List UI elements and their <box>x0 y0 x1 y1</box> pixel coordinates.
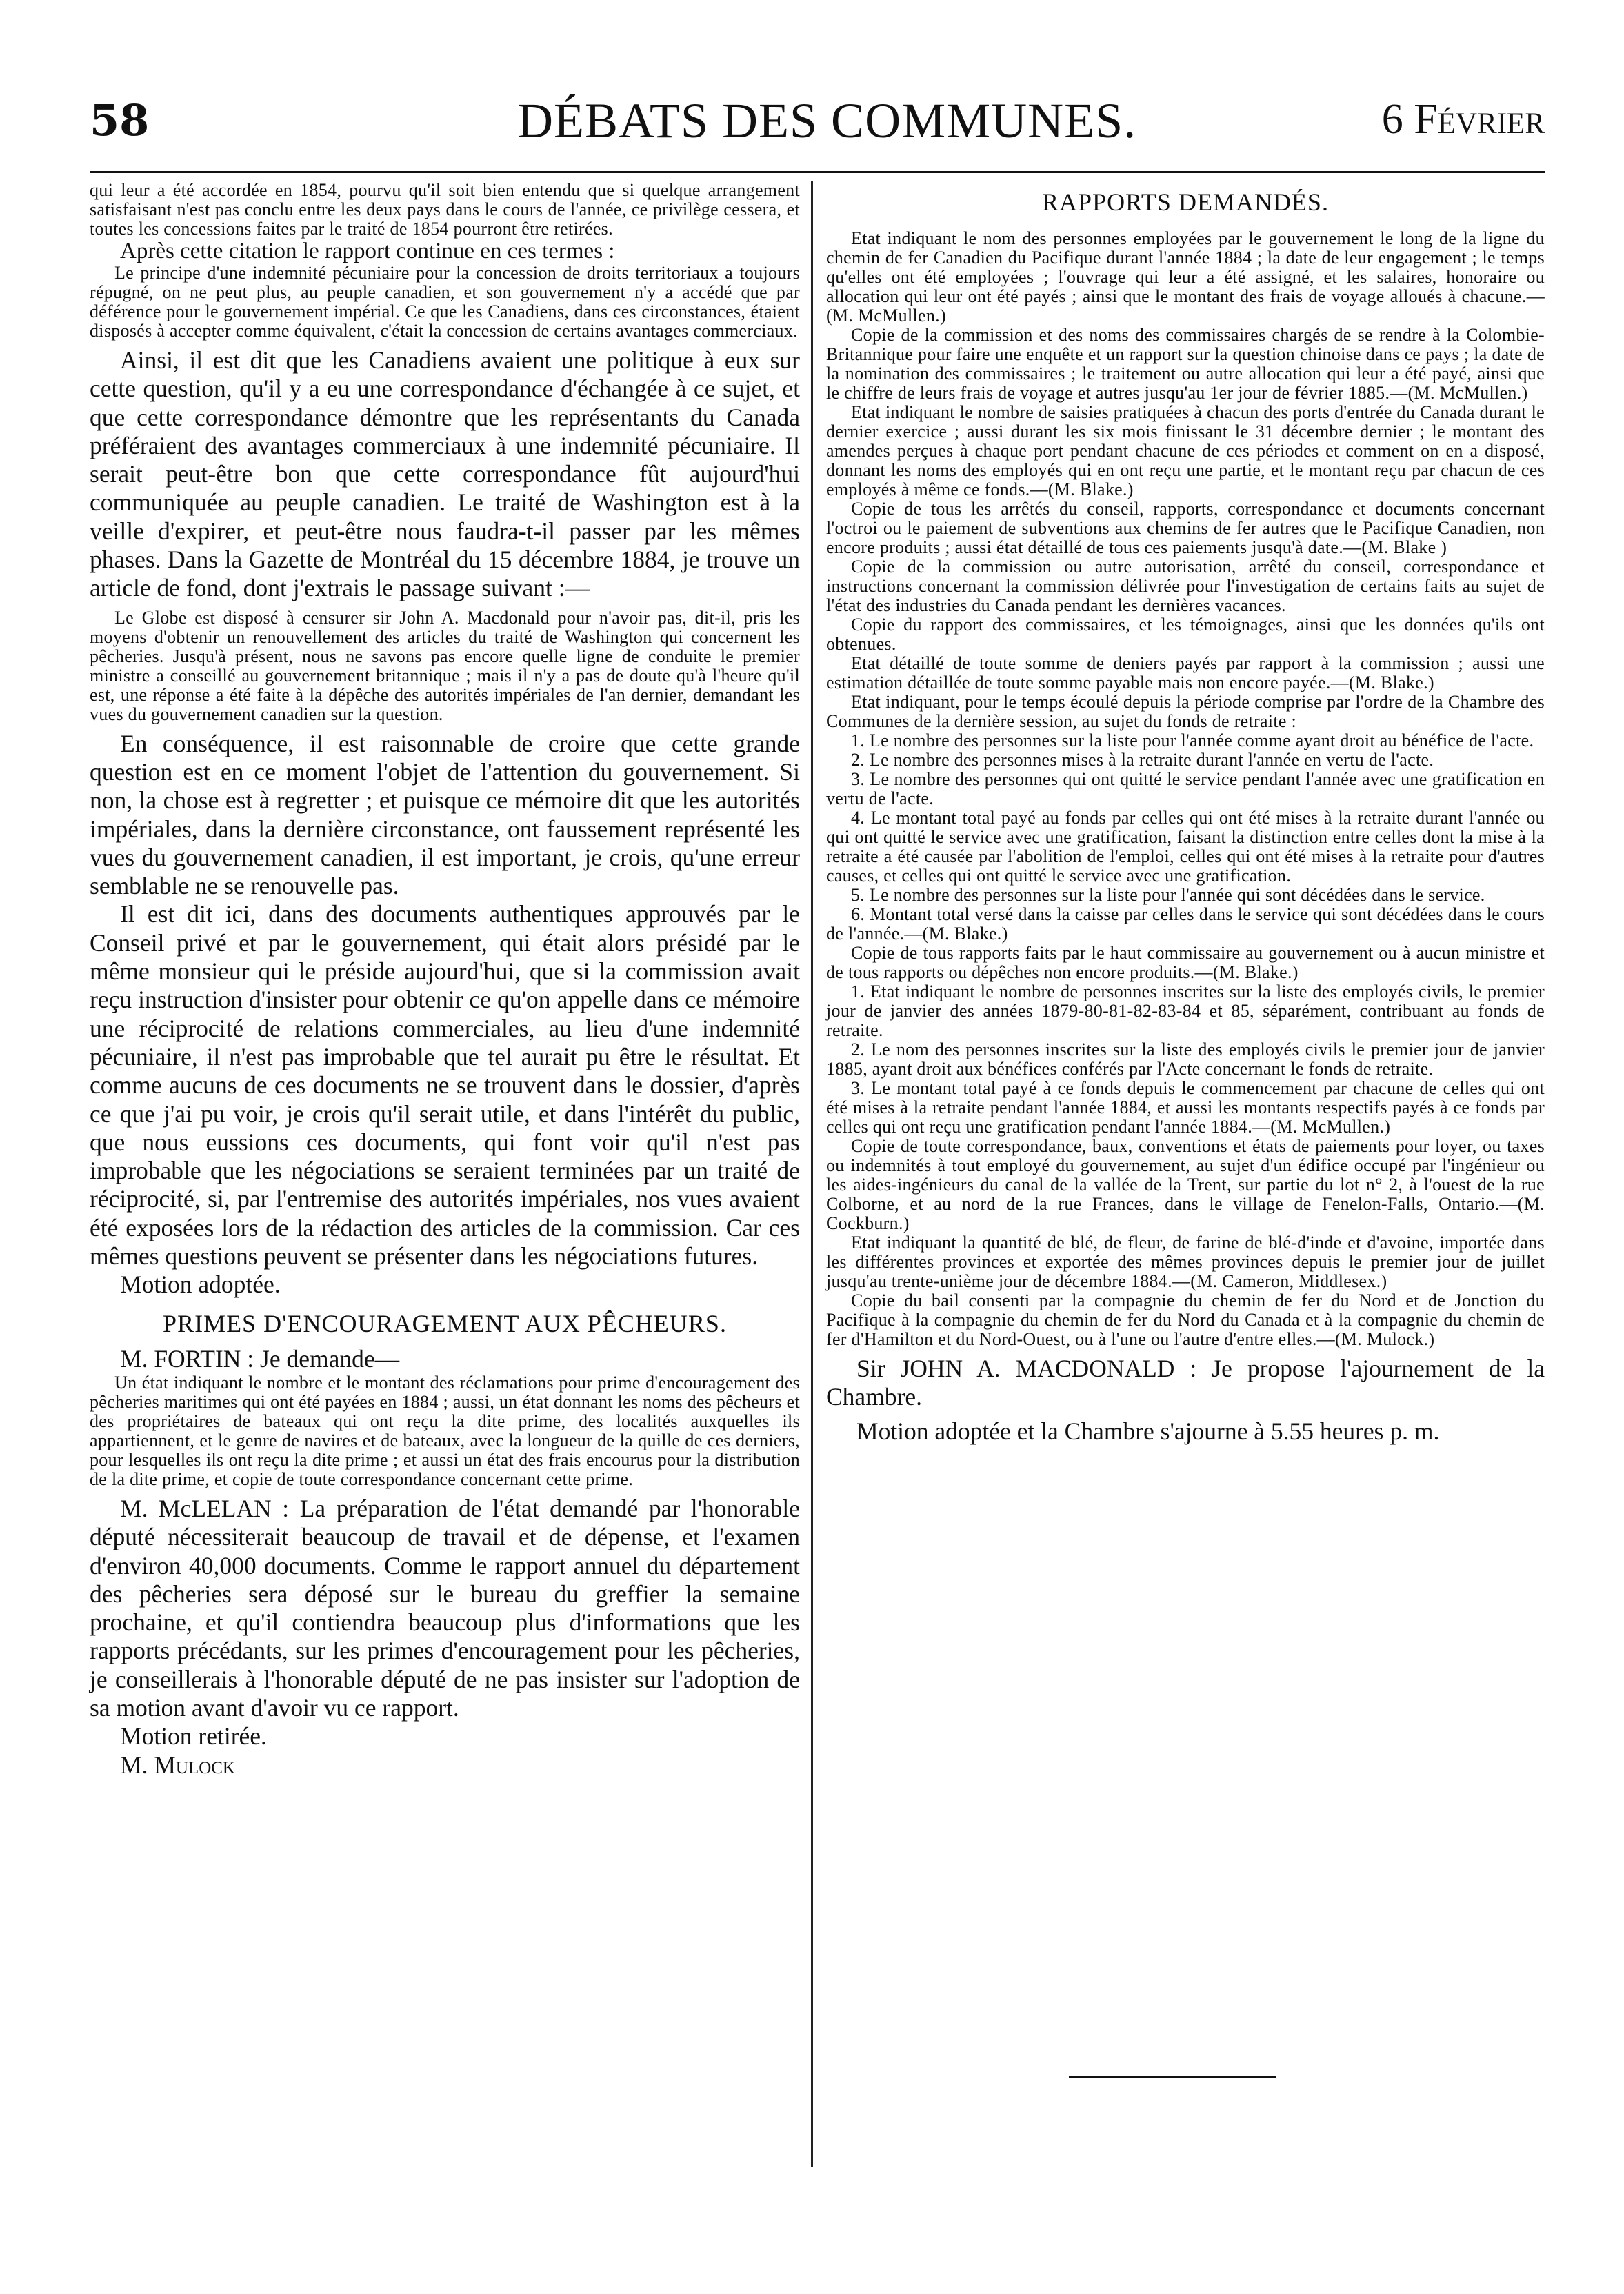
list-item: 1. Etat indiquant le nombre de personnes inscrites sur la liste des employés civils, le premier jour de janvier des années 1879-80-81-82-83-84 et 85, séparément, contribuant au fonds de retraite. <box>826 981 1545 1040</box>
list-item: 4. Le montant total payé au fonds par celles qui ont été mises à la retraite durant l'année ou qui ont quitté le service avec une gratification, faisant la distinction entre celles dont la mise à la retraite a été causée par l'abolition de l'emploi, celles qui ont été mises à la retraite pour d'autres causes, et celles qui ont quitté le service avec une gratification. <box>826 808 1545 886</box>
left-column <box>90 181 800 1779</box>
list-item: Etat indiquant le nombre de saisies pratiquées à chacun des ports d'entrée du Canada durant le dernier exercice ; aussi durant les six mois finissant le 31 décembre dernier ; le montant des amendes perçues à chaque port pendant chacune de ces périodes et comment on en a disposé, donnant les noms des employés qui en ont reçu une partie, et le montant reçu par chacun de ces employés à même ce fonds.—(M. Blake.) <box>826 402 1545 499</box>
paragraph: qui leur a été accordée en 1854, pourvu qu'il soit bien entendu que si quelque arrangement satisfaisant n'est pas conclu entre les deux pays dans le cours de l'année, ce privilège cessera, et toutes les concessions faites par le traité de 1854 pourront être retirées. <box>90 180 800 239</box>
list-item: 2. Le nom des personnes inscrites sur la liste des employés civils le premier jour de janvier 1885, ayant droit aux bénéfices conférés par l'Acte concernant le fonds de retraite. <box>826 1039 1545 1079</box>
header-rule <box>90 171 1545 173</box>
page-header <box>90 88 1545 157</box>
list-item: 1. Le nombre des personnes sur la liste pour l'année comme ayant droit au bénéfice de l'acte. <box>851 730 1534 750</box>
returns-list <box>826 229 1545 1349</box>
list-item: Copie du bail consenti par la compagnie du chemin de fer du Nord et de Jonction du Pacifique à la compagnie du chemin de fer du Nord du Canada et à la compagnie du chemin de fer d'Hamilton et du Nord-Ouest, ou à l'une ou l'autre d'entre elles.—(M. Mulock.) <box>826 1290 1545 1349</box>
right-column <box>826 181 1545 1446</box>
list-item: Copie de la commission et des noms des commissaires chargés de se rendre à la Colombie-Britannique pour faire une enquête et un rapport sur la question chinoise dans ce pays ; la date de la nomination des commissaires ; le traitement ou autre allocation qui leur a été payé, ainsi que le chiffre de leurs frais de voyage et autres jusqu'au 1er jour de février 1885.—(M. McMullen.) <box>826 325 1545 403</box>
paragraph: Motion retirée. <box>120 1722 267 1751</box>
section-heading: RAPPORTS DEMANDÉS. <box>1042 188 1329 216</box>
motion-text: Un état indiquant le nombre et le montant des réclamations pour prime d'encouragement des pêcheries maritimes qui ont été payées en 1884 ; aussi, un état donnant les noms des pêcheurs et des propriétaires de bateaux qui ont reçu la dite prime, des localités auxquelles ils appartiennent, et le genre de navires et de bateaux, avec la longueur de la quille de ces derniers, pour lesquelles ils ont reçu la dite prime ; et aussi un état des frais encourus pour la distribution de la dite prime, et copie de toute correspondance concernant cette prime. <box>90 1372 800 1489</box>
list-item: Copie de tous rapports faits par le haut commissaire au gouvernement ou à aucun ministre et de tous rapports ou dépêches non encore produits.—(M. Blake.) <box>826 943 1545 982</box>
list-item: 6. Montant total versé dans la caisse par celles dans le service qui sont décédées dans le cours de l'année.—(M. Blake.) <box>826 904 1545 944</box>
paragraph: Motion adoptée et la Chambre s'ajourne à 5.55 heures p. m. <box>856 1417 1440 1445</box>
list-item: Copie de la commission ou autre autorisation, arrêté du conseil, correspondance et instructions concernant la commission délivrée pour l'investigation de certains faits au sujet de l'état des industries du Canada pendant les dernières vacances. <box>826 557 1545 615</box>
paragraph: Ainsi, il est dit que les Canadiens avaient une politique à eux sur cette question, qu'il y a eu une correspondance d'échangée à ce sujet, et que cette correspondance démontre que les représentants du Canada préféraient des avantages commerciaux à une indemnité pécuniaire. Il serait peut-être bon que cette correspondance fût aujourd'hui communiquée au peuple canadien. Le traité de Washington est à la veille d'expirer, et peut-être nous faudra-t-il passer par les mêmes phases. Dans la Gazette de Montréal du 15 décembre 1884, je trouve un article de fond, dont j'extrais le passage suivant :— <box>90 346 800 602</box>
end-rule <box>1069 2076 1276 2078</box>
quotation: Le Globe est disposé à censurer sir John A. Macdonald pour n'avoir pas, dit-il, pris les moyens d'obtenir un renouvellement des articles du traité de Washington qui concernent les pêcheries. Jusqu'à présent, nous ne savons pas encore quelle ligne de conduite le premier ministre a conseillé au gouvernement britannique ; mais il n'y a pas de doute qu'à l'heure qu'il est, une réponse a été faite à la dépêche des autorités impériales de l'an dernier, demandant les vues du gouvernement canadien sur la question. <box>90 607 800 724</box>
list-item: Etat indiquant, pour le temps écoulé depuis la période comprise par l'ordre de la Chambre des Communes de la dernière session, au sujet du fonds de retraite : <box>826 692 1545 731</box>
paragraph: Motion adoptée. <box>120 1270 281 1299</box>
paragraph: M. McLELAN : La préparation de l'état demandé par l'honorable député nécessiterait beaucoup de travail et de dépense, et l'examen d'environ 40,000 documents. Comme le rapport annuel du département des pêcheries sera déposé sur le bureau du greffier la semaine prochaine, et qu'il contiendra beaucoup plus d'informations que les rapports précédants, sur les primes d'encouragement pour les pêcheries, je conseillerais à l'honorable député de ne pas insister sur l'adoption de sa motion avant d'avoir vu ce rapport. <box>90 1494 800 1722</box>
quotation: Le principe d'une indemnité pécuniaire pour la concession de droits territoriaux a toujours répugné, on ne peut plus, au peuple canadien, et son gouvernement n'y a accédé que par déférence pour le gouvernement impérial. Ce que les Canadiens, dans ces circonstances, étaient disposés à accepter comme équivalent, c'était la concession de certains avantages commerciaux. <box>90 263 800 341</box>
list-item: Copie du rapport des commissaires, et les témoignages, ainsi que les données qu'ils ont obtenues. <box>826 615 1545 654</box>
paragraph: Après cette citation le rapport continue en ces termes : <box>120 239 615 263</box>
list-item: Etat indiquant le nom des personnes employées par le gouvernement le long de la ligne du chemin de fer Canadien du Pacifique durant l'année 1884 ; la date de leur engagement ; le temps qu'elles ont été employées ; l'ouvrage qui leur a été assigné, et les salaires, honoraire ou allocation qui leur ont été payés ; ainsi que le montant des frais de voyage alloués à chacune.—(M. McMullen.) <box>826 228 1545 326</box>
list-item: Copie de tous les arrêtés du conseil, rapports, correspondance et documents concernant l'octroi ou le paiement de subventions aux chemins de fer autres que le Pacifique Canadien, non encore produits ; aussi état détaillé de tous ces paiements jusqu'à date.—(M. Blake ) <box>826 499 1545 557</box>
speaker-line: M. Mulock <box>120 1751 235 1779</box>
list-item: 2. Le nombre des personnes mises à la retraite durant l'année en vertu de l'acte. <box>851 750 1434 770</box>
paragraph: Sir JOHN A. MACDONALD : Je propose l'ajournement de la Chambre. <box>826 1355 1545 1411</box>
column-divider <box>811 181 813 2167</box>
list-item: 5. Le nombre des personnes sur la liste pour l'année qui sont décédées dans le service. <box>851 885 1485 905</box>
list-item: 3. Le nombre des personnes qui ont quitté le service pendant l'année avec une gratification en vertu de l'acte. <box>826 769 1545 808</box>
section-heading: PRIMES D'ENCOURAGEMENT AUX PÊCHEURS. <box>163 1309 727 1337</box>
running-date: 6 Février <box>1381 96 1545 143</box>
running-title: DÉBATS DES COMMUNES. <box>517 93 1137 148</box>
list-item: Etat détaillé de toute somme de deniers payés par rapport à la commission ; aussi une estimation détaillée de toute somme payable mais non encore payée.—(M. Blake.) <box>826 653 1545 692</box>
list-item: Copie de toute correspondance, baux, conventions et états de paiements pour loyer, ou taxes ou indemnités à tout employé du gouvernement, au sujet d'un édifice occupé par l'ingénieur ou les aides-ingénieurs du canal de la vallée de la Trent, sur partie du lot n° 2, à l'ouest de la rue Colborne, et au nord de la rue Frances, dans le village de Fenelon-Falls, Ontario.—(M. Cockburn.) <box>826 1136 1545 1233</box>
speaker-line: M. FORTIN : Je demande— <box>120 1344 400 1373</box>
paragraph: En conséquence, il est raisonnable de croire que cette grande question est en ce moment l'objet de l'attention du gouvernement. Si non, la chose est à regretter ; et puisque ce mémoire dit que les autorités impériales, dans la dernière circonstance, ont faussement représenté les vues du gouvernement canadien, il est important, je crois, qu'une erreur semblable ne se renouvelle pas. <box>90 729 800 900</box>
list-item: 3. Le montant total payé à ce fonds depuis le commencement par chacune de celles qui ont été mises à la retraite pendant l'année 1884, et aussi les montants respectifs payés à ce fonds par celles qui ont reçu une gratification pendant l'année 1884.—(M. McMullen.) <box>826 1078 1545 1137</box>
list-item: Etat indiquant la quantité de blé, de fleur, de farine de blé-d'inde et d'avoine, importée dans les différentes provinces et exportée des mêmes provinces depuis le premier jour de juillet jusqu'au trente-unième jour de décembre 1884.—(M. Cameron, Middlesex.) <box>826 1233 1545 1291</box>
paragraph: Il est dit ici, dans des documents authentiques approuvés par le Conseil privé et par le gouvernement, qui était alors présidé par le même monsieur qui le préside aujourd'hui, que si la commission avait reçu instruction d'insister pour obtenir ce qu'on appelle dans ce mémoire une réciprocité de relations commerciales, au lieu d'une indemnité pécuniaire, il n'est pas improbable que tel aurait pu être le résultat. Et comme aucuns de ces documents ne se trouvent dans le dossier, d'après ce que j'ai pu voir, je crois qu'il serait utile, et dans l'intérêt du public, que nous eussions ces documents, qui font voir qu'il n'est pas improbable que les négociations se seraient terminées par un traité de réciprocité, si, par l'entremise des autorités impériales, nos vues avaient été exposées lors de la rédaction des articles de la commission. Car ces mêmes questions peuvent se présenter dans les négociations futures. <box>90 900 800 1270</box>
page-number: 58 <box>90 95 150 146</box>
